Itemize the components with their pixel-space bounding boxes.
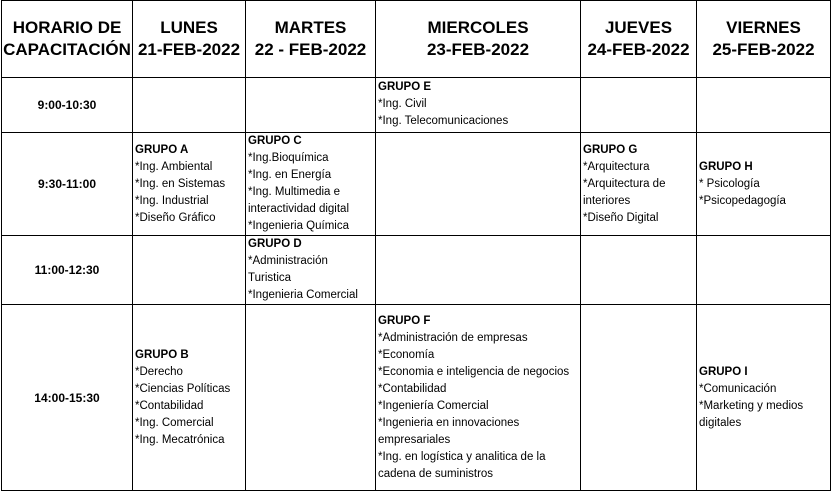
empty-cell <box>697 236 831 305</box>
time-slot: 9:30-11:00 <box>2 133 133 236</box>
career-item: *Contabilidad <box>378 382 447 395</box>
empty-cell <box>581 78 697 133</box>
time-slot: 11:00-12:30 <box>2 236 133 305</box>
day-name: JUEVES <box>604 18 673 37</box>
career-item: *Ingenieria Comercial <box>248 289 358 301</box>
career-item: *Derecho <box>135 365 183 378</box>
empty-cell <box>697 78 831 133</box>
day-date: 24-FEB-2022 <box>587 40 690 59</box>
group-cell <box>376 305 581 491</box>
career-item: *Ing. en logística y analitica de la cadena de suministros <box>378 450 546 480</box>
day-date: 23-FEB-2022 <box>426 40 530 59</box>
career-item: *Economia e inteligencia de negocios <box>378 365 570 378</box>
header-schedule-line2: CAPACITACIÓN <box>3 40 131 59</box>
schedule-body <box>2 78 831 491</box>
header-day-thursday <box>581 1 697 78</box>
header-day-monday <box>133 1 246 78</box>
header-schedule-line1: HORARIO DE <box>12 18 122 37</box>
header-day-friday <box>697 1 831 78</box>
career-item: *Arquitectura <box>583 160 650 173</box>
group-name: GRUPO H <box>699 160 753 173</box>
career-item: *Ing. Multimedia e interactividad digital <box>248 186 350 215</box>
career-item: *Ingenieria en innovaciones empresariales <box>378 416 520 446</box>
career-item: *Ing. Telecomunicaciones <box>378 115 509 127</box>
career-item: *Ing. Mecatrónica <box>135 433 225 446</box>
day-date: 25-FEB-2022 <box>712 40 815 59</box>
career-item: *Marketing y medios digitales <box>699 399 804 429</box>
career-item: *Ing. Industrial <box>135 194 209 207</box>
group-name: GRUPO E <box>378 81 432 93</box>
schedule-row <box>2 78 831 133</box>
career-item: *Ing. en Sistemas <box>135 177 226 190</box>
group-cell <box>133 133 246 236</box>
group-cell <box>581 133 697 236</box>
group-name: GRUPO C <box>248 135 302 147</box>
day-name: VIERNES <box>726 18 801 37</box>
career-item: * Psicología <box>699 177 760 190</box>
group-name: GRUPO B <box>135 348 189 361</box>
group-name: GRUPO F <box>378 314 431 327</box>
career-item: *Ingeniería Comercial <box>378 399 489 412</box>
career-item: *Ingenieria Química <box>248 220 349 232</box>
career-item: *Ing.Bioquímica <box>248 152 329 164</box>
career-item: *Diseño Gráfico <box>135 211 216 224</box>
day-name: MARTES <box>274 18 347 37</box>
career-item: *Administración de empresas <box>378 331 528 344</box>
group-cell <box>697 133 831 236</box>
empty-cell <box>133 236 246 305</box>
career-item: *Contabilidad <box>135 399 204 412</box>
group-name: GRUPO A <box>135 143 189 156</box>
day-date: 22 - FEB-2022 <box>254 40 367 59</box>
group-cell <box>133 305 246 491</box>
header-day-tuesday <box>246 1 376 78</box>
career-item: *Ing. en Energía <box>248 169 332 181</box>
empty-cell <box>246 305 376 491</box>
career-item: *Ing. Comercial <box>135 416 214 429</box>
empty-cell <box>581 305 697 491</box>
career-item: *Ciencias Políticas <box>135 382 231 395</box>
career-item: *Ing. Ambiental <box>135 160 213 173</box>
time-slot: 9:00-10:30 <box>2 78 133 133</box>
schedule-row <box>2 305 831 491</box>
day-date: 21-FEB-2022 <box>137 40 241 59</box>
empty-cell <box>376 236 581 305</box>
header-day-wednesday <box>376 1 581 78</box>
schedule-row <box>2 236 831 305</box>
career-item: *Psicopedagogía <box>699 194 786 207</box>
group-name: GRUPO I <box>699 365 748 378</box>
time-slot: 14:00-15:30 <box>2 305 133 491</box>
career-item: *Arquitectura de interiores <box>583 177 666 207</box>
day-name: LUNES <box>160 18 218 37</box>
empty-cell <box>246 78 376 133</box>
career-item: *Administración Turistica <box>248 255 328 284</box>
career-item: *Ing. Civil <box>378 98 427 110</box>
group-name: GRUPO D <box>248 238 302 250</box>
group-cell <box>697 305 831 491</box>
group-cell <box>376 78 581 133</box>
empty-cell <box>376 133 581 236</box>
empty-cell <box>581 236 697 305</box>
career-item: *Economía <box>378 348 435 361</box>
schedule-table <box>1 0 831 491</box>
day-name: MIERCOLES <box>427 18 529 37</box>
group-name: GRUPO G <box>583 143 638 156</box>
group-cell <box>246 133 376 236</box>
empty-cell <box>133 78 246 133</box>
header-row <box>2 1 831 78</box>
schedule-row <box>2 133 831 236</box>
career-item: *Comunicación <box>699 382 777 395</box>
career-item: *Diseño Digital <box>583 211 659 224</box>
header-schedule <box>2 1 133 78</box>
group-cell <box>246 236 376 305</box>
